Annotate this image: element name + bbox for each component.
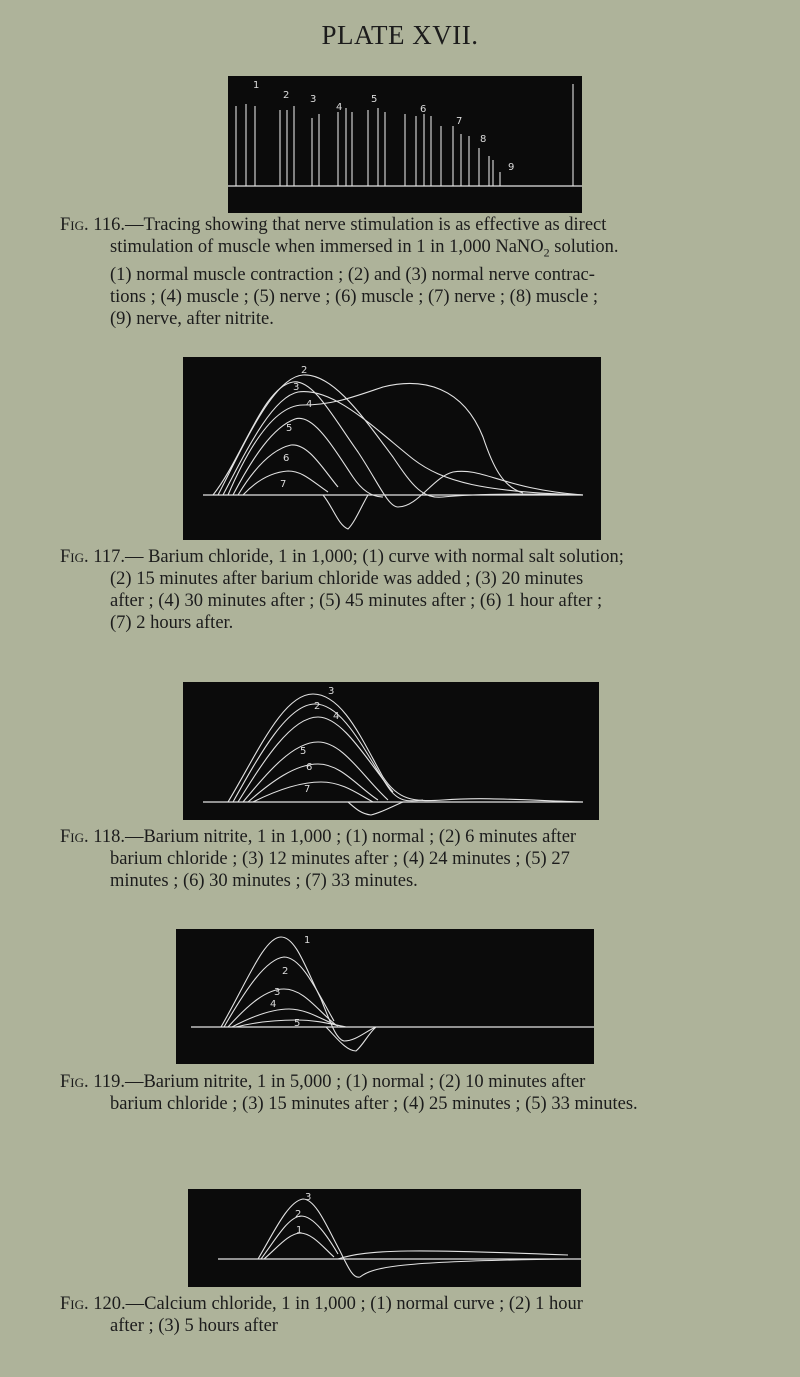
fig118-caption (60, 826, 720, 892)
fig119-number: 119. (93, 1072, 125, 1092)
fig117-curve-1 (213, 382, 583, 507)
fig117-label-2: 2 (301, 365, 308, 376)
fig119-label-5: 5 (294, 1018, 301, 1029)
fig116-label-1: 1 (253, 80, 260, 91)
fig117-caption-line-1: — Barium chloride, 1 in 1,000; (1) curve with normal salt solution; (124, 547, 624, 567)
fig119-caption-line-1: —Barium nitrite, 1 in 5,000 ; (1) normal ; (2) 10 minutes after (124, 1072, 586, 1092)
fig116-label-6: 6 (420, 104, 427, 115)
fig120-caption-line-1: —Calcium chloride, 1 in 1,000 ; (1) normal curve ; (2) 1 hour (125, 1294, 583, 1314)
fig116-label-2: 2 (283, 90, 290, 101)
fig118-caption-line-3: minutes ; (6) 30 minutes ; (7) 33 minutes. (110, 871, 418, 891)
fig119-tracing-svg (176, 929, 594, 1064)
fig118-number: 118. (93, 827, 125, 847)
fig120-curve-3 (258, 1199, 568, 1277)
fig116-caption-line-1: —Tracing showing that nerve stimulation is as effective as direct (124, 215, 607, 235)
fig116-label-7: 7 (456, 116, 463, 127)
fig118-label-2: 2 (314, 701, 321, 712)
fig116-formula-subscript: 2 (543, 245, 550, 260)
fig118-curve-5 (248, 764, 378, 802)
fig117-fig-label: Fig. (60, 547, 89, 567)
fig120-tracing-svg (188, 1189, 581, 1287)
fig120-number: 120. (93, 1294, 126, 1314)
fig117-caption-line-2: (2) 15 minutes after barium chloride was added ; (3) 20 minutes (110, 569, 584, 589)
fig118-curve-6 (253, 782, 373, 802)
fig117-label-6: 6 (283, 453, 290, 464)
fig117-tracing (183, 357, 601, 540)
fig116-label-5: 5 (371, 94, 378, 105)
fig117-tracing-svg (183, 357, 601, 540)
fig116-fig-label: Fig. (60, 215, 89, 235)
fig116-caption-line-5: (9) nerve, after nitrite. (110, 308, 274, 329)
fig119-label-4: 4 (270, 999, 277, 1010)
fig118-curve-1 (228, 694, 583, 802)
fig117-label-3: 3 (293, 382, 300, 393)
fig117-curve-5 (233, 418, 383, 497)
fig116-caption-line-4: tions ; (4) muscle ; (5) nerve ; (6) muscle ; (7) nerve ; (8) muscle ; (110, 286, 599, 307)
fig118-tracing-svg (183, 682, 599, 820)
fig116-label-3: 3 (310, 94, 317, 105)
fig120-tail (338, 1251, 568, 1259)
fig120-label-3: 3 (305, 1192, 312, 1203)
fig118-curve-2 (233, 704, 423, 802)
fig118-tracing (183, 682, 599, 820)
fig118-label-7: 7 (304, 784, 311, 795)
fig116-formula-tail: solution. (549, 237, 619, 257)
fig120-caption-line-2: after ; (3) 5 hours after (110, 1316, 278, 1336)
fig116-label-4: 4 (336, 102, 343, 113)
fig118-curve-3 (238, 717, 393, 802)
fig119-label-3: 3 (274, 987, 281, 998)
fig118-fig-label: Fig. (60, 827, 89, 847)
fig120-tracing (188, 1189, 581, 1287)
fig120-label-1: 1 (296, 1225, 303, 1236)
fig119-fig-label: Fig. (60, 1072, 89, 1092)
fig117-caption-line-3: after ; (4) 30 minutes after ; (5) 45 minutes after ; (6) 1 hour after ; (110, 591, 603, 611)
fig117-curve-3 (223, 392, 583, 495)
fig116-tracing-svg (228, 76, 582, 213)
fig118-label-4: 4 (333, 711, 340, 722)
fig119-label-2: 2 (282, 966, 289, 977)
fig116-label-9: 9 (508, 162, 515, 173)
fig119-caption-line-2: barium chloride ; (3) 15 minutes after ; (4) 25 minutes ; (5) 33 minutes. (110, 1094, 638, 1114)
fig116-caption-line-2: stimulation of muscle when immersed in 1 in 1,000 NaNO (110, 237, 544, 257)
fig116-number: 116. (93, 215, 125, 235)
fig116-caption-line-3: (1) normal muscle contraction ; (2) and (3) normal nerve contrac- (110, 264, 595, 285)
fig117-number: 117. (93, 547, 125, 567)
fig117-dip (323, 495, 368, 529)
fig120-curve-2 (261, 1216, 338, 1259)
fig120-caption (60, 1293, 730, 1337)
fig117-curve-2 (218, 375, 583, 497)
fig118-label-3: 3 (328, 686, 335, 697)
fig120-label-2: 2 (295, 1209, 302, 1220)
plate-title: PLATE XVII. (321, 20, 479, 50)
fig117-caption (60, 546, 720, 634)
fig116-tracing (228, 76, 582, 213)
fig116-label-8: 8 (480, 134, 487, 145)
fig117-label-4: 4 (306, 399, 313, 410)
fig118-caption-line-1: —Barium nitrite, 1 in 1,000 ; (1) normal ; (2) 6 minutes after (124, 827, 577, 847)
fig118-caption-line-2: barium chloride ; (3) 12 minutes after ; (4) 24 minutes ; (5) 27 (110, 849, 570, 869)
fig117-curve-4 (228, 384, 523, 495)
fig117-label-5: 5 (286, 423, 293, 434)
fig118-dip (348, 802, 403, 815)
fig119-caption (60, 1071, 730, 1115)
fig117-caption-line-4: (7) 2 hours after. (110, 613, 234, 633)
fig118-label-6: 6 (306, 762, 313, 773)
fig119-label-1: 1 (304, 935, 311, 946)
fig117-label-7: 7 (280, 479, 287, 490)
fig120-fig-label: Fig. (60, 1294, 89, 1314)
fig119-tracing (176, 929, 594, 1064)
fig118-label-5: 5 (300, 746, 307, 757)
fig116-caption (60, 214, 720, 330)
fig120-curve-1 (264, 1233, 334, 1259)
